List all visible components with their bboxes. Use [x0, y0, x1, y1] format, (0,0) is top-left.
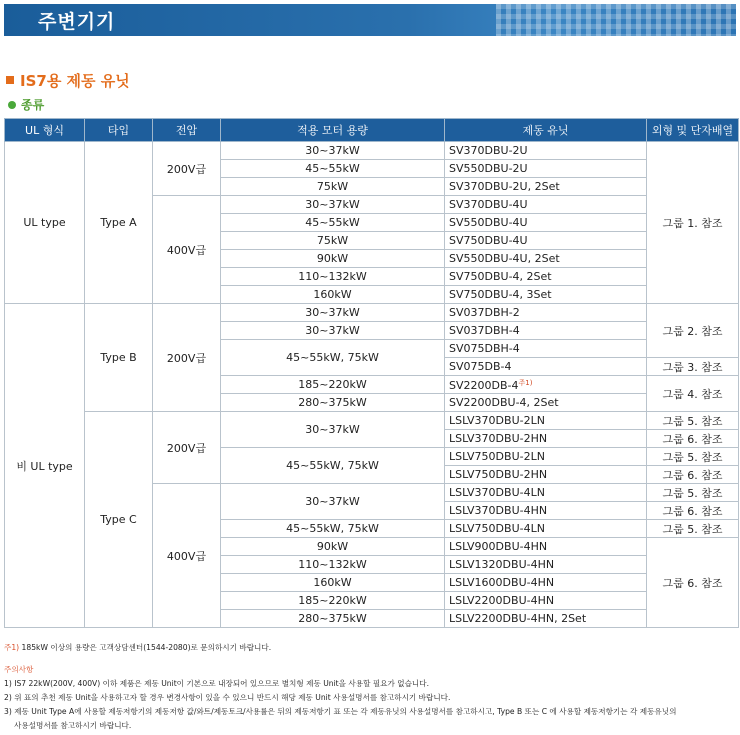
type-a-cell: Type A — [85, 142, 153, 304]
capacity-cell: 45~55kW — [221, 160, 445, 178]
banner-pattern — [496, 4, 736, 36]
type-b-cell: Type B — [85, 304, 153, 412]
sub-title-text: 종류 — [21, 98, 45, 112]
capacity-cell: 185~220kW — [221, 592, 445, 610]
capacity-cell: 185~220kW — [221, 376, 445, 394]
unit-cell: LSLV2200DBU-4HN, 2Set — [445, 610, 647, 628]
caution-title: 주의사항 — [4, 665, 34, 674]
capacity-cell: 30~37kW — [221, 322, 445, 340]
square-bullet-icon — [6, 76, 14, 84]
unit-cell: SV750DBU-4, 3Set — [445, 286, 647, 304]
circle-bullet-icon — [8, 101, 16, 109]
footnote — [4, 641, 736, 655]
group-cell: 그룹 5. 참조 — [647, 484, 739, 502]
capacity-cell: 45~55kW — [221, 214, 445, 232]
voltage-cell: 200V급 — [153, 412, 221, 484]
header-type: 타입 — [85, 119, 153, 142]
group-cell: 그룹 3. 참조 — [647, 358, 739, 376]
unit-cell: LSLV1320DBU-4HN — [445, 556, 647, 574]
unit-cell: SV370DBU-2U — [445, 142, 647, 160]
unit-cell: LSLV2200DBU-4HN — [445, 592, 647, 610]
capacity-cell: 90kW — [221, 538, 445, 556]
table-row — [5, 412, 739, 430]
unit-cell: LSLV370DBU-2LN — [445, 412, 647, 430]
unit-cell: SV037DBH-4 — [445, 322, 647, 340]
unit-cell — [445, 376, 647, 394]
capacity-cell: 45~55kW, 75kW — [221, 448, 445, 484]
group-cell: 그룹 6. 참조 — [647, 538, 739, 628]
unit-cell: LSLV370DBU-2HN — [445, 430, 647, 448]
capacity-cell: 280~375kW — [221, 394, 445, 412]
group-cell: 그룹 1. 참조 — [647, 142, 739, 304]
section-title — [6, 70, 130, 91]
unit-cell: LSLV750DBU-2LN — [445, 448, 647, 466]
caution-item: 2) 위 표의 추천 제동 Unit을 사용하고자 할 경우 변경사항이 있을 수 있으니 반드시 해당 제동 Unit 사용설명서를 참고하시기 바랍니다. — [4, 693, 451, 702]
voltage-cell: 400V급 — [153, 484, 221, 628]
header-motor-capacity: 적용 모터 용량 — [221, 119, 445, 142]
section-title-text: IS7용 제동 유닛 — [20, 72, 130, 90]
group-cell: 그룹 4. 참조 — [647, 376, 739, 412]
unit-cell: SV550DBU-2U — [445, 160, 647, 178]
capacity-cell: 30~37kW — [221, 196, 445, 214]
caution-item: 사용설명서를 참고하시기 바랍니다. — [14, 721, 132, 730]
type-c-cell: Type C — [85, 412, 153, 628]
footnote-text: 185kW 이상의 용량은 고객상담센터(1544-2080)로 문의하시기 바랍니다. — [19, 643, 272, 652]
table-header-row — [5, 119, 739, 142]
unit-cell: SV750DBU-4, 2Set — [445, 268, 647, 286]
group-cell: 그룹 6. 참조 — [647, 466, 739, 484]
footnote-mark: 주1) — [518, 378, 533, 387]
unit-cell: SV037DBH-2 — [445, 304, 647, 322]
voltage-cell: 400V급 — [153, 196, 221, 304]
unit-cell: SV550DBU-4U, 2Set — [445, 250, 647, 268]
capacity-cell: 30~37kW — [221, 412, 445, 448]
group-cell: 그룹 2. 참조 — [647, 304, 739, 358]
capacity-cell: 30~37kW — [221, 142, 445, 160]
group-cell: 그룹 5. 참조 — [647, 520, 739, 538]
unit-cell: LSLV750DBU-2HN — [445, 466, 647, 484]
header-outline: 외형 및 단자배열 — [647, 119, 739, 142]
voltage-cell: 200V급 — [153, 304, 221, 412]
capacity-cell: 30~37kW — [221, 304, 445, 322]
unit-text: SV2200DB-4 — [449, 378, 519, 392]
caution-item: 3) 제동 Unit Type A에 사용할 제동저항기의 제동저항 값/와트/제동토크/사용률은 뒤의 제동저항기 표 또는 각 제동유닛의 사용설명서를 참고하시고, Type B 또는 C 에 사용할 제동저항기는 각 제동유닛의 — [4, 707, 677, 716]
notes-section — [4, 641, 736, 733]
unit-cell: SV075DBH-4 — [445, 340, 647, 358]
unit-cell: LSLV370DBU-4HN — [445, 502, 647, 520]
footnote-label: 주1) — [4, 643, 20, 652]
unit-cell: SV750DBU-4U — [445, 232, 647, 250]
capacity-cell: 160kW — [221, 574, 445, 592]
header-ul-type: UL 형식 — [5, 119, 85, 142]
unit-cell: SV550DBU-4U — [445, 214, 647, 232]
unit-cell: SV075DB-4 — [445, 358, 647, 376]
unit-cell: LSLV370DBU-4LN — [445, 484, 647, 502]
capacity-cell: 45~55kW, 75kW — [221, 340, 445, 376]
group-cell: 그룹 5. 참조 — [647, 448, 739, 466]
non-ul-type-cell: 비 UL type — [5, 304, 85, 628]
group-cell: 그룹 5. 참조 — [647, 412, 739, 430]
table-row — [5, 304, 739, 322]
ul-type-cell: UL type — [5, 142, 85, 304]
page-title: 주변기기 — [38, 11, 116, 33]
unit-cell: SV2200DBU-4, 2Set — [445, 394, 647, 412]
capacity-cell: 45~55kW, 75kW — [221, 520, 445, 538]
unit-cell: SV370DBU-4U — [445, 196, 647, 214]
unit-cell: LSLV1600DBU-4HN — [445, 574, 647, 592]
capacity-cell: 110~132kW — [221, 556, 445, 574]
header-braking-unit: 제동 유닛 — [445, 119, 647, 142]
capacity-cell: 160kW — [221, 286, 445, 304]
caution-item: 1) IS7 22kW(200V, 400V) 이하 제품은 제동 Unit이 기본으로 내장되어 있으므로 별치형 제동 Unit을 사용할 필요가 없습니다. — [4, 679, 429, 688]
table-row — [5, 142, 739, 160]
unit-cell: SV370DBU-2U, 2Set — [445, 178, 647, 196]
capacity-cell: 75kW — [221, 232, 445, 250]
braking-unit-table — [4, 118, 739, 628]
capacity-cell: 90kW — [221, 250, 445, 268]
header-voltage: 전압 — [153, 119, 221, 142]
capacity-cell: 30~37kW — [221, 484, 445, 520]
group-cell: 그룹 6. 참조 — [647, 430, 739, 448]
group-cell: 그룹 6. 참조 — [647, 502, 739, 520]
unit-cell: LSLV750DBU-4LN — [445, 520, 647, 538]
unit-cell: LSLV900DBU-4HN — [445, 538, 647, 556]
header-banner — [4, 4, 736, 36]
sub-title — [8, 96, 44, 113]
capacity-cell: 110~132kW — [221, 268, 445, 286]
voltage-cell: 200V급 — [153, 142, 221, 196]
capacity-cell: 280~375kW — [221, 610, 445, 628]
capacity-cell: 75kW — [221, 178, 445, 196]
